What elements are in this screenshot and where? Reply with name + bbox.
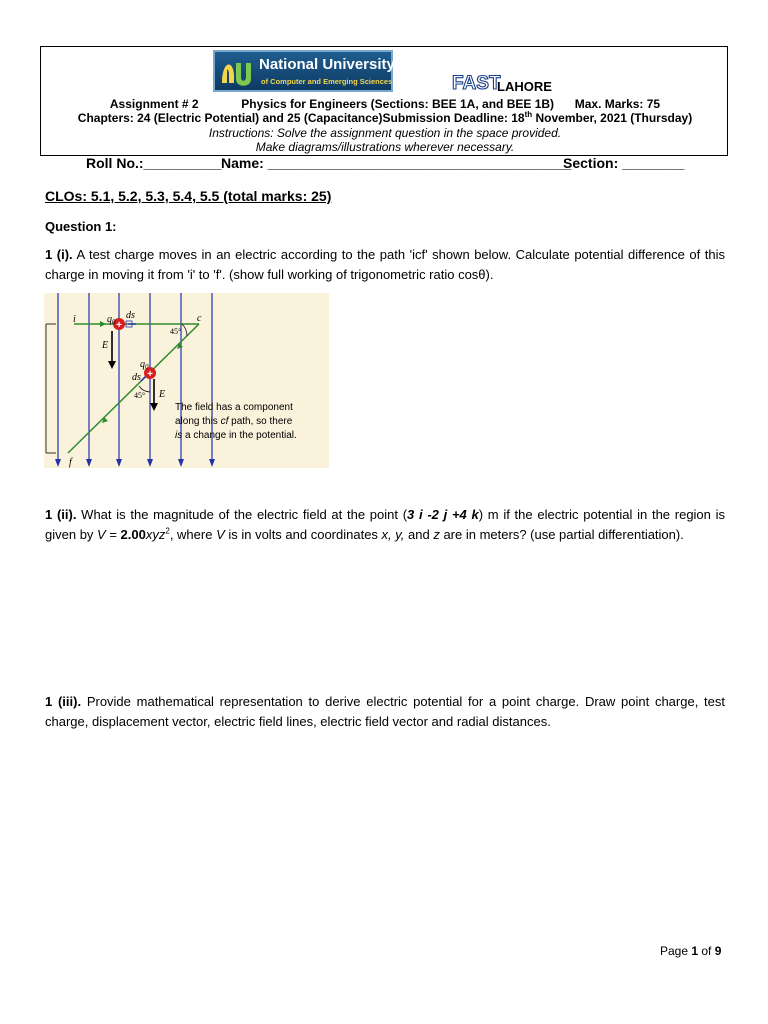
- clos-heading: CLOs: 5.1, 5.2, 5.3, 5.4, 5.5 (total marks: 25): [45, 188, 332, 204]
- label-q0: $q_0$: [107, 314, 116, 326]
- chapters-text: Chapters: 24 (Electric Potential) and 25 (Capacitance)Submission Deadline: 18: [77, 111, 525, 125]
- label-ds: ds: [126, 310, 135, 321]
- nu-logo-icon: [219, 55, 253, 89]
- angle-label: 45°: [170, 327, 182, 336]
- question-1-iii: [45, 692, 725, 732]
- label-i: i: [73, 314, 76, 325]
- question-text: A test charge moves in an electric according to the path 'icf' shown below. Calculate potential difference of this charge in moving it from 'i' to 'f'. (show full working of trigonometric ratio cosθ).: [45, 247, 725, 282]
- angle-label: 45°: [134, 391, 146, 400]
- diagram-background: [44, 293, 329, 468]
- national-university-logo: [213, 50, 393, 92]
- assignment-line: [41, 97, 729, 111]
- caption-line-3: is a change in the potential.: [175, 430, 297, 441]
- question-1-i: [45, 245, 725, 285]
- label-c: c: [197, 313, 202, 324]
- label-e: E: [159, 389, 166, 400]
- caption-line-2: along this cf path, so there: [175, 416, 293, 427]
- question-text: Provide mathematical representation to derive electric potential for a point charge. Draw point charge, test charge, displacement vector, electric field lines, electric field vector and radial distances.: [45, 694, 725, 729]
- label-e: E: [102, 340, 109, 351]
- question-1-ii: 1 (ii). What is the magnitude of the electric field at the point (3 i -2 j +4 k) m if the electric potential in the region is given by V = 2.00xyz$^2$, where V is in volts and coordinates x, y, and z are in meters? (use partial differentiation).: [45, 507, 726, 542]
- deadline-sup: th: [524, 110, 533, 119]
- name-field: Name: _______________________________________: [221, 155, 572, 171]
- fast-logo: [451, 69, 501, 94]
- assignment-number: Assignment # 2: [109, 97, 199, 111]
- instructions-line-1: Instructions: Solve the assignment question in the space provided.: [208, 126, 562, 140]
- instructions-line-2: Make diagrams/illustrations wherever necessary.: [255, 140, 515, 154]
- question-number: 1 (iii).: [45, 694, 82, 709]
- label-q0: $q_0$: [140, 359, 149, 371]
- question-title: Question 1:: [45, 219, 117, 234]
- university-subtitle: of Computer and Emerging Sciences: [261, 77, 393, 86]
- section-field: Section: ________: [563, 155, 685, 171]
- label-ds: ds: [132, 372, 141, 383]
- max-marks: Max. Marks: 75: [574, 97, 661, 111]
- chapters-line: [41, 111, 729, 125]
- roll-number-field: Roll No.:__________: [86, 155, 222, 171]
- question-number: 1 (ii).: [45, 507, 77, 522]
- campus-name: LAHORE: [497, 79, 552, 94]
- charge-sign: +: [147, 369, 153, 380]
- point-vector: 3 i -2 j +4 k: [407, 507, 479, 522]
- deadline-text: November, 2021 (Thursday): [532, 111, 693, 125]
- caption-line-1: The field has a component: [175, 402, 293, 413]
- page-number: Page 1 of 9: [660, 944, 722, 958]
- label-f: f: [69, 457, 72, 468]
- course-title: Physics for Engineers (Sections: BEE 1A, and BEE 1B): [241, 97, 555, 111]
- university-name: National University: [259, 56, 395, 73]
- header-box: [40, 46, 728, 156]
- question-number: 1 (i).: [45, 247, 73, 262]
- charge-sign: +: [116, 320, 122, 331]
- fast-logo-text: FAST: [452, 73, 501, 94]
- electric-field-diagram: [44, 293, 329, 468]
